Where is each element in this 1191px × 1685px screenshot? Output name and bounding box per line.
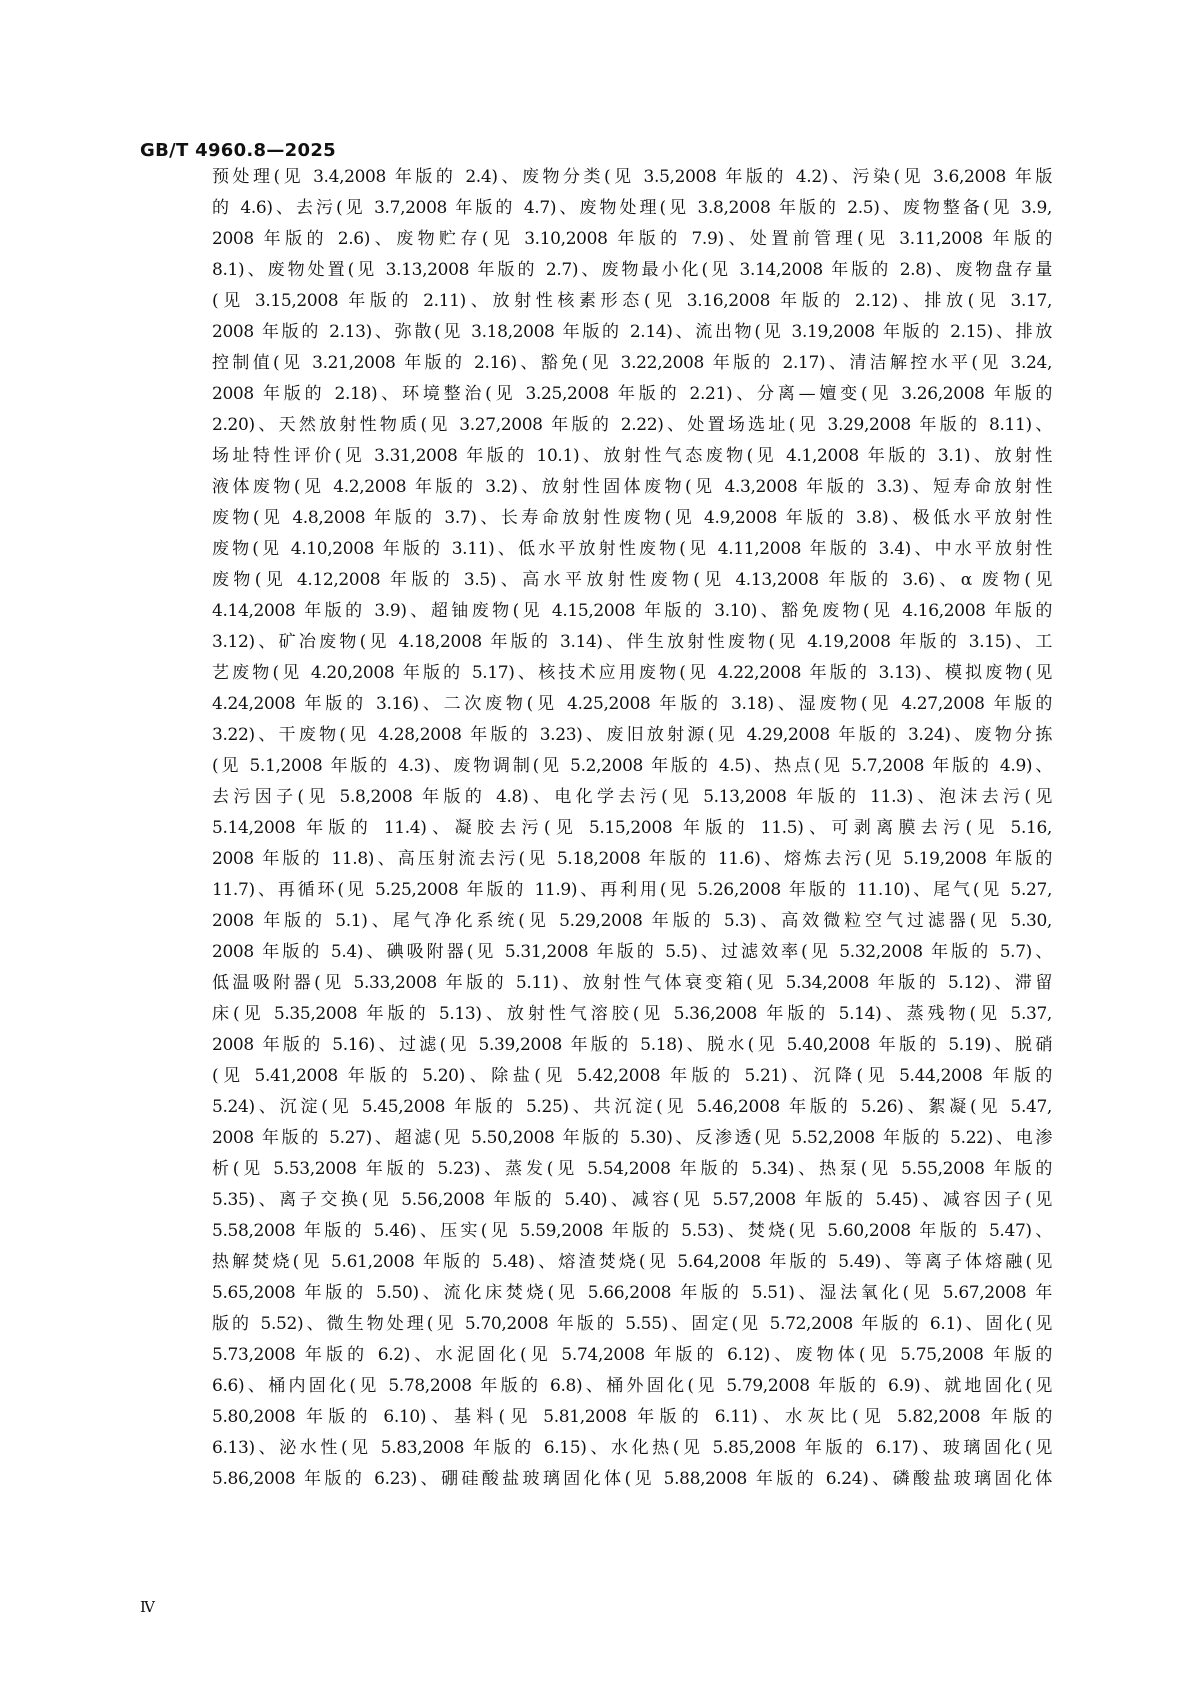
text-line: 液体废物(见 4.2,2008 年版的 3.2)、放射性固体废物(见 4.3,2008 年版的 3.3)、短寿命放射性: [212, 477, 1052, 497]
text-line: 3.12)、矿冶废物(见 4.18,2008 年版的 3.14)、伴生放射性废物(见 4.19,2008 年版的 3.15)、工: [212, 632, 1052, 652]
text-line: 3.22)、干废物(见 4.28,2008 年版的 3.23)、废旧放射源(见 4.29,2008 年版的 3.24)、废物分拣: [212, 725, 1052, 745]
text-line: 床(见 5.35,2008 年版的 5.13)、放射性气溶胶(见 5.36,2008 年版的 5.14)、蒸残物(见 5.37,: [212, 1004, 1052, 1024]
text-line: (见 5.1,2008 年版的 4.3)、废物调制(见 5.2,2008 年版的 4.5)、热点(见 5.7,2008 年版的 4.9)、: [212, 756, 1052, 776]
text-line: 5.58,2008 年版的 5.46)、压实(见 5.59,2008 年版的 5.53)、焚烧(见 5.60,2008 年版的 5.47)、: [212, 1221, 1052, 1241]
text-line: 析(见 5.53,2008 年版的 5.23)、蒸发(见 5.54,2008 年版的 5.34)、热泵(见 5.55,2008 年版的: [212, 1159, 1052, 1179]
text-line: 热解焚烧(见 5.61,2008 年版的 5.48)、熔渣焚烧(见 5.64,2008 年版的 5.49)、等离子体熔融(见: [212, 1252, 1052, 1272]
text-line: 11.7)、再循环(见 5.25,2008 年版的 11.9)、再利用(见 5.26,2008 年版的 11.10)、尾气(见 5.27,: [212, 880, 1052, 900]
page-number: Ⅳ: [140, 1598, 155, 1616]
text-line: 的 4.6)、去污(见 3.7,2008 年版的 4.7)、废物处理(见 3.8,2008 年版的 2.5)、废物整备(见 3.9,: [212, 198, 1052, 218]
document-body-text: [212, 162, 1052, 1495]
text-line: 去污因子(见 5.8,2008 年版的 4.8)、电化学去污(见 5.13,2008 年版的 11.3)、泡沫去污(见: [212, 787, 1052, 807]
text-line: 低温吸附器(见 5.33,2008 年版的 5.11)、放射性气体衰变箱(见 5.34,2008 年版的 5.12)、滞留: [212, 973, 1052, 993]
text-line: 艺废物(见 4.20,2008 年版的 5.17)、核技术应用废物(见 4.22,2008 年版的 3.13)、模拟废物(见: [212, 663, 1052, 683]
text-line: (见 3.15,2008 年版的 2.11)、放射性核素形态(见 3.16,2008 年版的 2.12)、排放(见 3.17,: [212, 291, 1052, 311]
text-line: 废物(见 4.12,2008 年版的 3.5)、高水平放射性废物(见 4.13,2008 年版的 3.6)、α 废物(见: [212, 570, 1052, 590]
text-line: 2008 年版的 2.13)、弥散(见 3.18,2008 年版的 2.14)、流出物(见 3.19,2008 年版的 2.15)、排放: [212, 322, 1052, 342]
text-line: 5.73,2008 年版的 6.2)、水泥固化(见 5.74,2008 年版的 6.12)、废物体(见 5.75,2008 年版的: [212, 1345, 1052, 1365]
text-line: 5.65,2008 年版的 5.50)、流化床焚烧(见 5.66,2008 年版的 5.51)、湿法氧化(见 5.67,2008 年: [212, 1283, 1052, 1303]
text-line: 场址特性评价(见 3.31,2008 年版的 10.1)、放射性气态废物(见 4.1,2008 年版的 3.1)、放射性: [212, 446, 1052, 466]
text-line: 2008 年版的 2.6)、废物贮存(见 3.10,2008 年版的 7.9)、处置前管理(见 3.11,2008 年版的: [212, 229, 1052, 249]
text-line: 5.24)、沉淀(见 5.45,2008 年版的 5.25)、共沉淀(见 5.46,2008 年版的 5.26)、絮凝(见 5.47,: [212, 1097, 1052, 1117]
text-line: 6.6)、桶内固化(见 5.78,2008 年版的 6.8)、桶外固化(见 5.79,2008 年版的 6.9)、就地固化(见: [212, 1376, 1052, 1396]
text-line: 2008 年版的 5.1)、尾气净化系统(见 5.29,2008 年版的 5.3)、高效微粒空气过滤器(见 5.30,: [212, 911, 1052, 931]
text-line: 2008 年版的 11.8)、高压射流去污(见 5.18,2008 年版的 11.6)、熔炼去污(见 5.19,2008 年版的: [212, 849, 1052, 869]
text-line: 5.14,2008 年版的 11.4)、凝胶去污(见 5.15,2008 年版的 11.5)、可剥离膜去污(见 5.16,: [212, 818, 1052, 838]
text-line: 5.86,2008 年版的 6.23)、硼硅酸盐玻璃固化体(见 5.88,2008 年版的 6.24)、磷酸盐玻璃固化体: [212, 1469, 1052, 1489]
text-line: 4.24,2008 年版的 3.16)、二次废物(见 4.25,2008 年版的 3.18)、湿废物(见 4.27,2008 年版的: [212, 694, 1052, 714]
text-line: 控制值(见 3.21,2008 年版的 2.16)、豁免(见 3.22,2008 年版的 2.17)、清洁解控水平(见 3.24,: [212, 353, 1052, 373]
text-line: 废物(见 4.10,2008 年版的 3.11)、低水平放射性废物(见 4.11,2008 年版的 3.4)、中水平放射性: [212, 539, 1052, 559]
text-line: 5.80,2008 年版的 6.10)、基料(见 5.81,2008 年版的 6.11)、水灰比(见 5.82,2008 年版的: [212, 1407, 1052, 1427]
text-line: 4.14,2008 年版的 3.9)、超铀废物(见 4.15,2008 年版的 3.10)、豁免废物(见 4.16,2008 年版的: [212, 601, 1052, 621]
text-line: 2008 年版的 5.4)、碘吸附器(见 5.31,2008 年版的 5.5)、过滤效率(见 5.32,2008 年版的 5.7)、: [212, 942, 1052, 962]
text-line: 2008 年版的 5.16)、过滤(见 5.39,2008 年版的 5.18)、脱水(见 5.40,2008 年版的 5.19)、脱硝: [212, 1035, 1052, 1055]
text-line: 废物(见 4.8,2008 年版的 3.7)、长寿命放射性废物(见 4.9,2008 年版的 3.8)、极低水平放射性: [212, 508, 1052, 528]
text-line: 预处理(见 3.4,2008 年版的 2.4)、废物分类(见 3.5,2008 年版的 4.2)、污染(见 3.6,2008 年版: [212, 167, 1052, 187]
text-line: 8.1)、废物处置(见 3.13,2008 年版的 2.7)、废物最小化(见 3.14,2008 年版的 2.8)、废物盘存量: [212, 260, 1052, 280]
text-line: 2008 年版的 2.18)、环境整治(见 3.25,2008 年版的 2.21)、分离—嬗变(见 3.26,2008 年版的: [212, 384, 1052, 404]
standard-code-header: GB/T 4960.8—2025: [140, 140, 336, 161]
text-line: 版的 5.52)、微生物处理(见 5.70,2008 年版的 5.55)、固定(见 5.72,2008 年版的 6.1)、固化(见: [212, 1314, 1052, 1334]
text-line: (见 5.41,2008 年版的 5.20)、除盐(见 5.42,2008 年版的 5.21)、沉降(见 5.44,2008 年版的: [212, 1066, 1052, 1086]
text-line: 2.20)、天然放射性物质(见 3.27,2008 年版的 2.22)、处置场选址(见 3.29,2008 年版的 8.11)、: [212, 415, 1052, 435]
text-line: 6.13)、泌水性(见 5.83,2008 年版的 6.15)、水化热(见 5.85,2008 年版的 6.17)、玻璃固化(见: [212, 1438, 1052, 1458]
text-line: 5.35)、离子交换(见 5.56,2008 年版的 5.40)、减容(见 5.57,2008 年版的 5.45)、减容因子(见: [212, 1190, 1052, 1210]
text-line: 2008 年版的 5.27)、超滤(见 5.50,2008 年版的 5.30)、反渗透(见 5.52,2008 年版的 5.22)、电渗: [212, 1128, 1052, 1148]
